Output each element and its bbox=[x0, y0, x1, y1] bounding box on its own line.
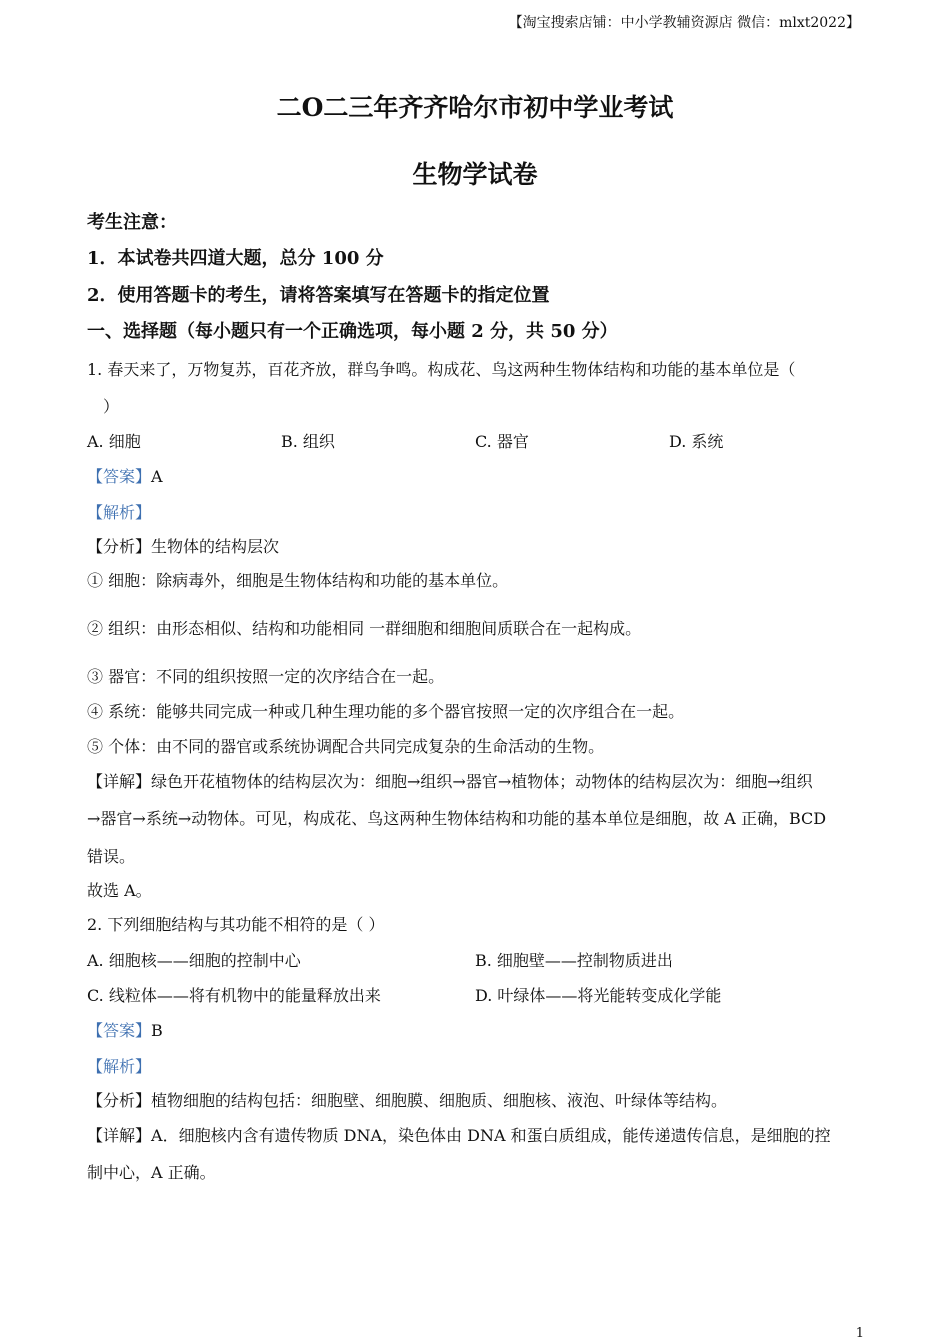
notice-item-1: 1．本试卷共四道大题，总分 100 分 bbox=[87, 248, 384, 269]
q1-detail-text: 绿色开花植物体的结构层次为：细胞→组织→器官→植物体；动物体的结构层次为：细胞→组织 bbox=[151, 772, 813, 791]
detail-tag: 【详解】 bbox=[87, 1126, 152, 1145]
q2-option-a: A. 细胞核——细胞的控制中心 bbox=[87, 951, 301, 970]
detail-tag: 【详解】 bbox=[87, 772, 152, 791]
q1-conclusion: 故选 A。 bbox=[87, 881, 152, 900]
q2-option-c: C. 线粒体——将有机物中的能量释放出来 bbox=[87, 986, 381, 1005]
notice-heading: 考生注意： bbox=[87, 212, 177, 233]
q2-answer bbox=[87, 1018, 163, 1041]
q1-stem: 1. 春天来了，万物复苏，百花齐放，群鸟争鸣。构成花、鸟这两种生物体结构和功能的基本单位是（ bbox=[87, 360, 796, 379]
section-title: 一、选择题（每小题只有一个正确选项，每小题 2 分，共 50 分） bbox=[87, 321, 618, 342]
analysis-tag: 【分析】 bbox=[87, 1091, 152, 1110]
q1-option-c: C. 器官 bbox=[475, 432, 529, 451]
exam-title: 二O二三年齐齐哈尔市初中学业考试 bbox=[276, 93, 674, 122]
analysis-tag: 【分析】 bbox=[87, 537, 152, 556]
exam-subtitle: 生物学试卷 bbox=[412, 160, 538, 189]
q1-detail-line3: 错误。 bbox=[87, 847, 136, 866]
q2-detail-text: A．细胞核内含有遗传物质 DNA，染色体由 DNA 和蛋白质组成，能传递遗传信息，是细胞的控 bbox=[151, 1126, 831, 1145]
q1-point-3: ③ 器官：不同的组织按照一定的次序结合在一起。 bbox=[87, 667, 445, 686]
q1-point-1: ① 细胞：除病毒外，细胞是生物体结构和功能的基本单位。 bbox=[87, 571, 509, 590]
q1-stem-cont: ） bbox=[103, 397, 120, 416]
q2-answer-value: B bbox=[151, 1021, 163, 1040]
q1-detail bbox=[87, 769, 813, 792]
answer-tag: 【答案】 bbox=[87, 467, 152, 486]
page-number: 1 bbox=[855, 1326, 864, 1341]
q1-option-d: D. 系统 bbox=[669, 432, 724, 451]
q2-detail-line2: 制中心，A 正确。 bbox=[87, 1163, 216, 1182]
q1-detail-line2: →器官→系统→动物体。可见，构成花、鸟这两种生物体结构和功能的基本单位是细胞，故 A 正确，BCD bbox=[87, 809, 827, 828]
q2-detail bbox=[87, 1123, 831, 1146]
q1-answer bbox=[87, 464, 163, 487]
q1-analysis-text: 生物体的结构层次 bbox=[151, 537, 280, 556]
q1-analysis bbox=[87, 534, 279, 557]
q1-explain-tag: 【解析】 bbox=[87, 503, 152, 522]
q1-point-2: ② 组织：由形态相似、结构和功能相同 一群细胞和细胞间质联合在一起构成。 bbox=[87, 619, 642, 638]
answer-tag: 【答案】 bbox=[87, 1021, 152, 1040]
notice-item-2: 2．使用答题卡的考生，请将答案填写在答题卡的指定位置 bbox=[87, 285, 550, 306]
q2-analysis bbox=[87, 1088, 727, 1111]
q1-option-a: A. 细胞 bbox=[87, 432, 141, 451]
q2-option-b: B. 细胞壁——控制物质进出 bbox=[475, 951, 673, 970]
q1-answer-value: A bbox=[151, 467, 163, 486]
q2-analysis-text: 植物细胞的结构包括：细胞壁、细胞膜、细胞质、细胞核、液泡、叶绿体等结构。 bbox=[151, 1091, 728, 1110]
q2-option-d: D. 叶绿体——将光能转变成化学能 bbox=[475, 986, 722, 1005]
q1-point-4: ④ 系统：能够共同完成一种或几种生理功能的多个器官按照一定的次序组合在一起。 bbox=[87, 702, 685, 721]
q2-explain-tag: 【解析】 bbox=[87, 1057, 152, 1076]
header-note: 【淘宝搜索店铺：中小学教辅资源店 微信：mlxt2022】 bbox=[508, 15, 860, 31]
q1-option-b: B. 组织 bbox=[281, 432, 335, 451]
q1-point-5: ⑤ 个体：由不同的器官或系统协调配合共同完成复杂的生命活动的生物。 bbox=[87, 737, 605, 756]
q2-stem: 2. 下列细胞结构与其功能不相符的是（ ） bbox=[87, 915, 385, 934]
